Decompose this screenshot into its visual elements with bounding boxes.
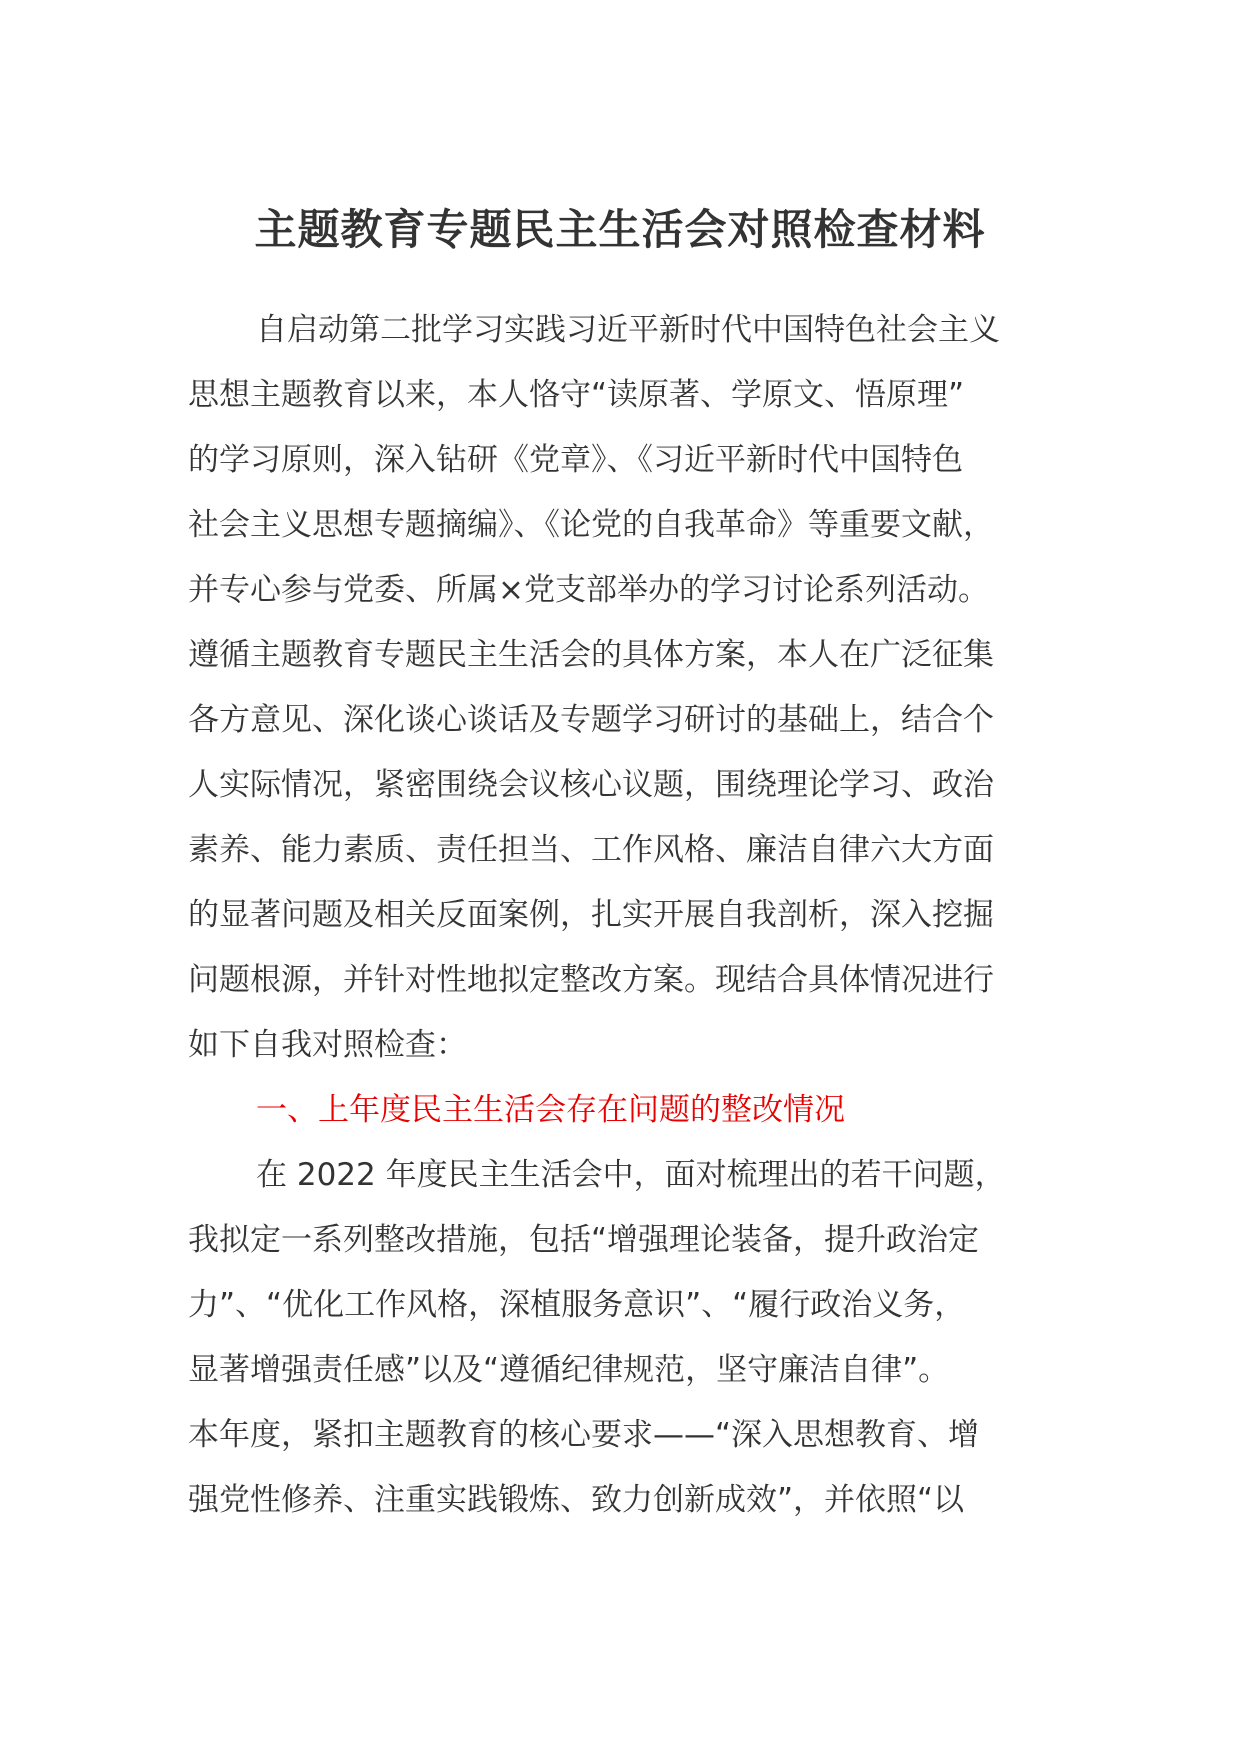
section-heading: 一、上年度民主生活会存在问题的整改情况: [256, 1092, 845, 1128]
paragraph-line: 本年度，紧扣主题教育的核心要求——“深入思想教育、增: [188, 1417, 980, 1453]
document-title: 主题教育专题民主生活会对照检查材料: [254, 205, 986, 254]
paragraph-line: 强党性修养、注重实践锻炼、致力创新成效”，并依照“以: [188, 1482, 965, 1518]
paragraph-line: 人实际情况，紧密围绕会议核心议题，围绕理论学习、政治: [188, 767, 994, 803]
paragraph-line: 问题根源，并针对性地拟定整改方案。现结合具体情况进行: [188, 962, 994, 998]
paragraph-line: 自启动第二批学习实践习近平新时代中国特色社会主义: [256, 312, 1000, 348]
paragraph-line: 并专心参与党委、所属×党支部举办的学习讨论系列活动。: [188, 572, 989, 608]
document-body: [188, 298, 1068, 1533]
paragraph-line: 素养、能力素质、责任担当、工作风格、廉洁自律六大方面: [188, 832, 994, 868]
paragraph-line: 思想主题教育以来，本人恪守“读原著、学原文、悟原理”: [188, 377, 965, 413]
paragraph-line: 遵循主题教育专题民主生活会的具体方案，本人在广泛征集: [188, 637, 994, 673]
paragraph-line: 的显著问题及相关反面案例，扎实开展自我剖析，深入挖掘: [188, 897, 994, 933]
paragraph-line: 如下自我对照检查：: [188, 1027, 467, 1063]
paragraph-line: 的学习原则，深入钻研《党章》、《习近平新时代中国特色: [188, 442, 963, 478]
paragraph-line: 力”、“优化工作风格，深植服务意识”、“履行政治义务，: [188, 1287, 966, 1323]
paragraph-line: 显著增强责任感”以及“遵循纪律规范，坚守廉洁自律”。: [188, 1352, 950, 1388]
paragraph-line: 各方意见、深化谈心谈话及专题学习研讨的基础上，结合个: [188, 702, 994, 738]
paragraph-line: 在 2022 年度民主生活会中，面对梳理出的若干问题，: [256, 1157, 1006, 1193]
paragraph-line: 我拟定一系列整改措施，包括“增强理论装备，提升政治定: [188, 1222, 980, 1258]
paragraph-line: 社会主义思想专题摘编》、《论党的自我革命》等重要文献，: [188, 507, 994, 543]
